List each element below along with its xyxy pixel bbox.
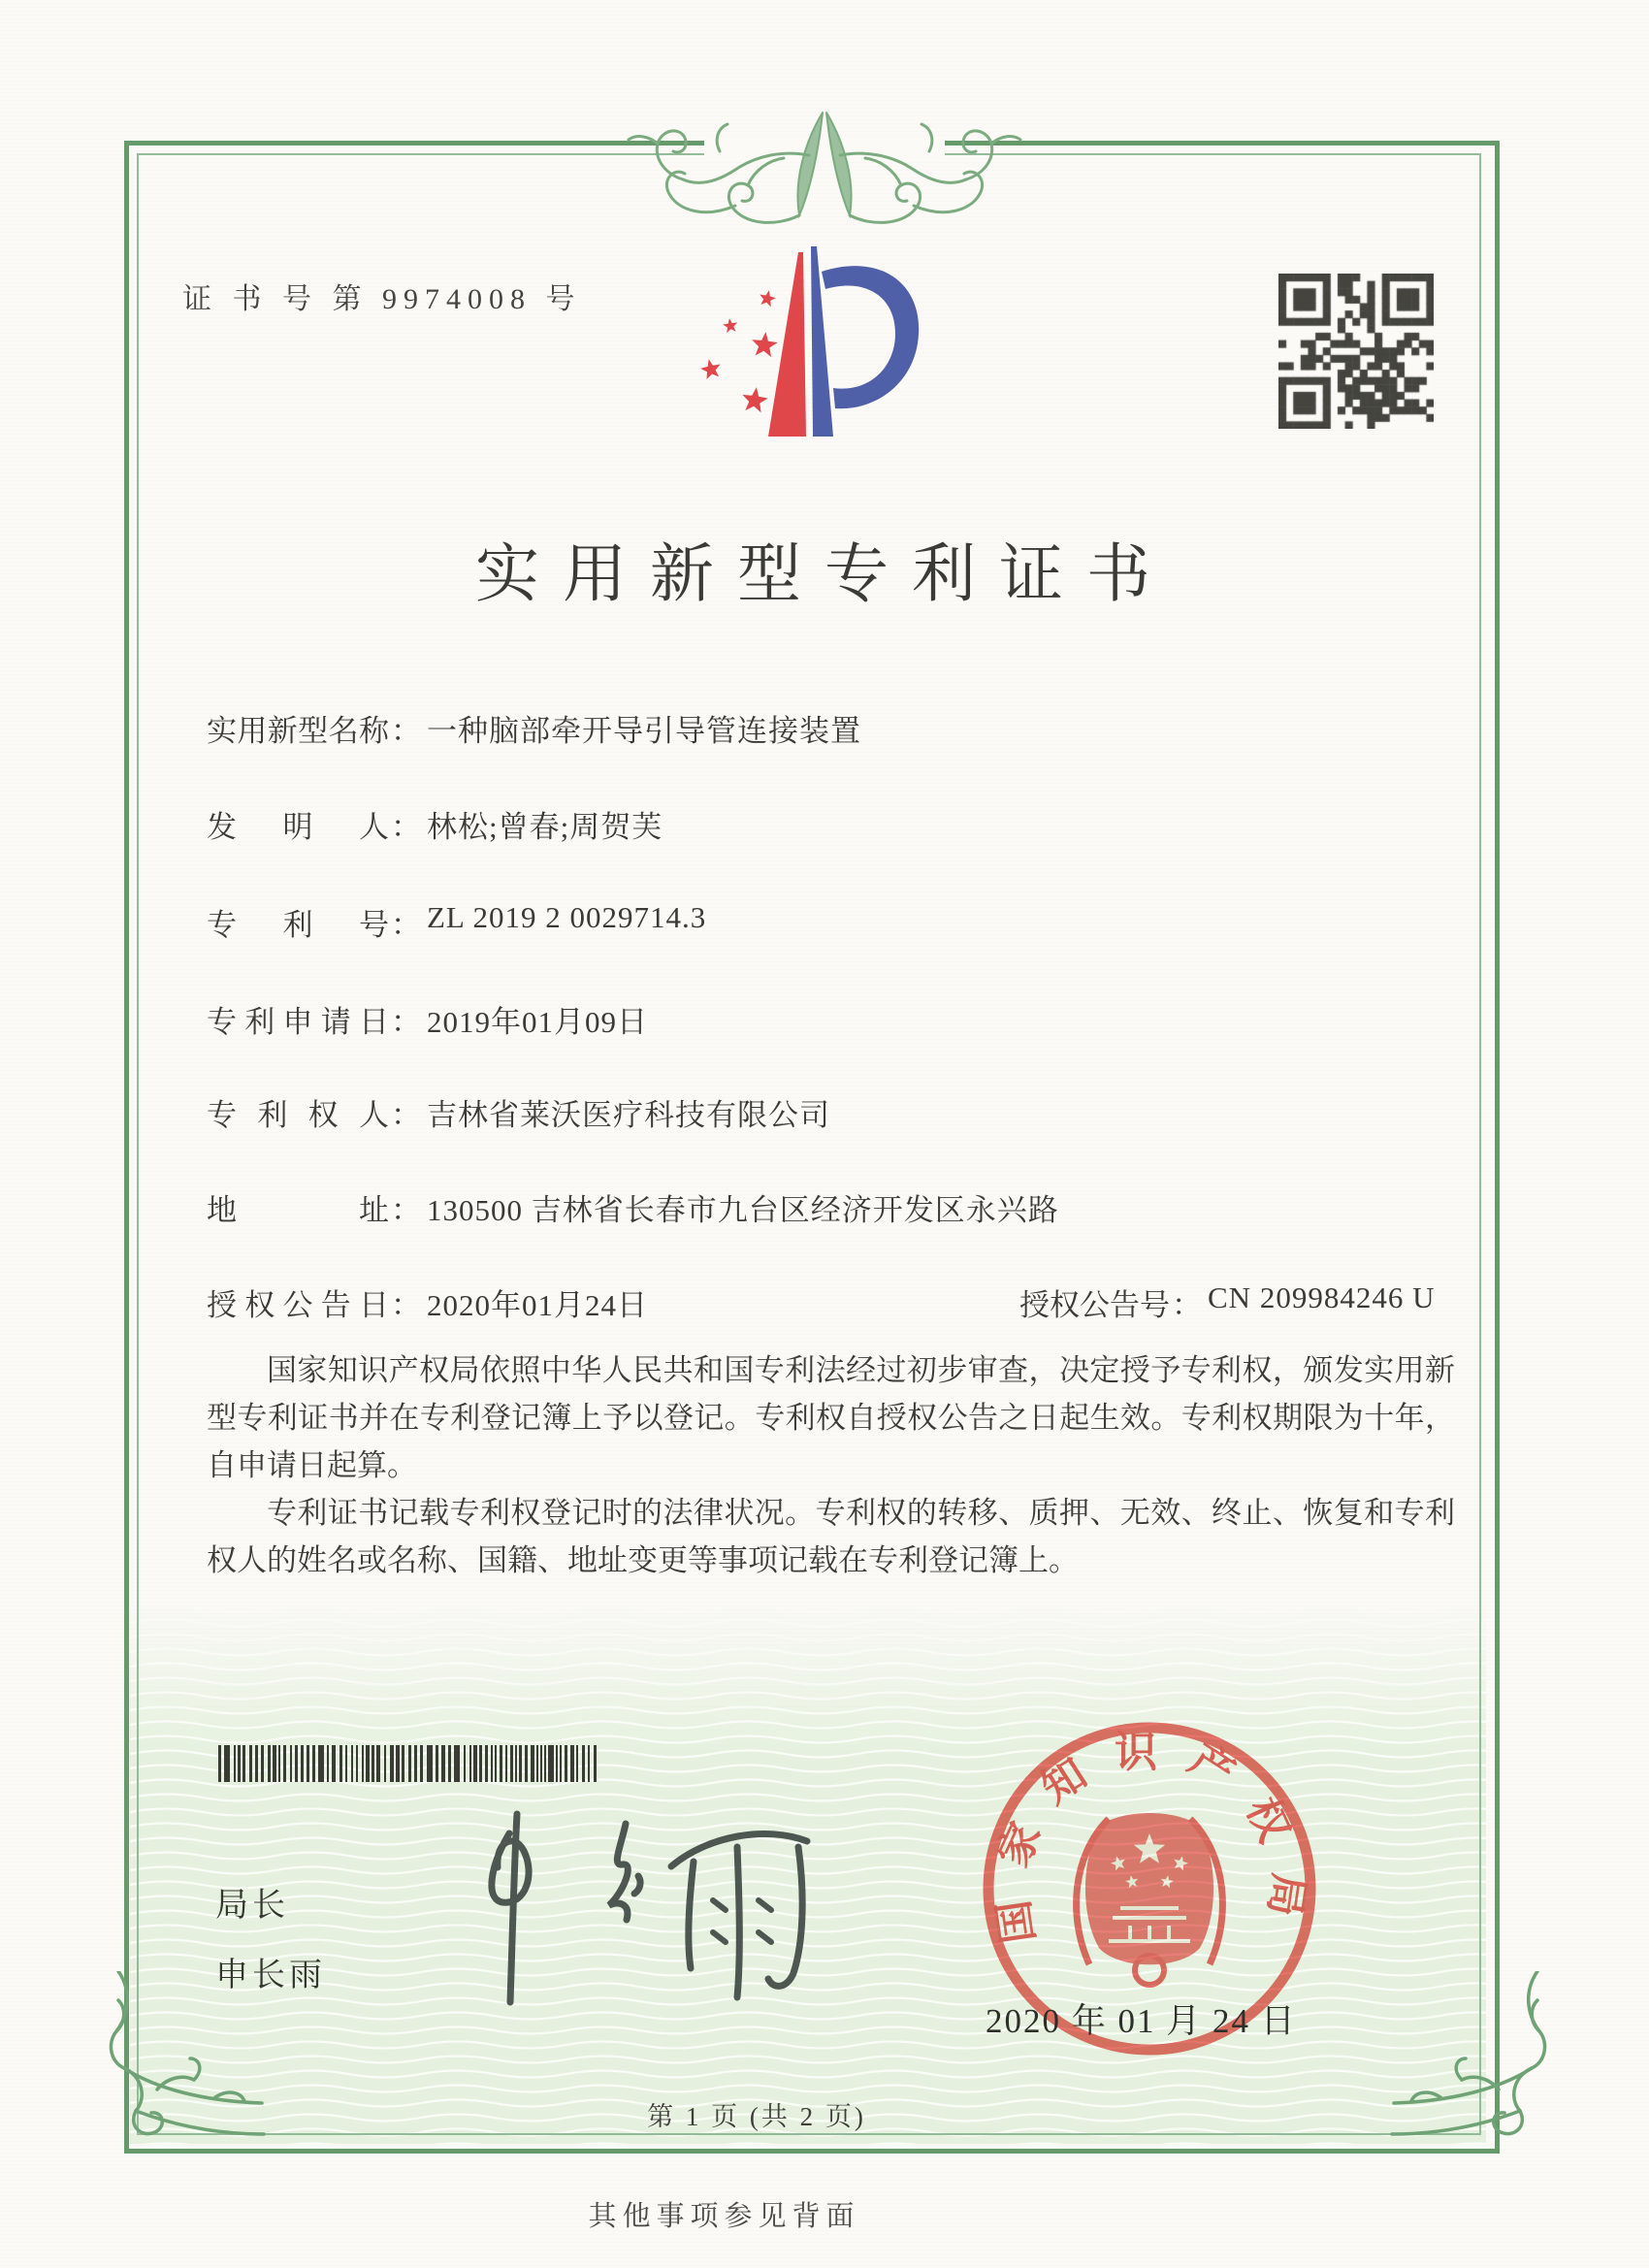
seal-date: 2020 年 01 月 24 日: [986, 2002, 1297, 2040]
commissioner-name: 申长雨: [215, 1958, 326, 1993]
certificate-title: 实用新型专利证书: [475, 539, 1174, 610]
cnipa-logo-icon: [679, 243, 941, 451]
signature-icon: [417, 1806, 824, 2015]
field-row-patentee: 专 利 权 人 ： 吉林省莱沃医疗科技有限公司: [207, 1090, 830, 1134]
page-indicator: 第 1 页 (共 2 页): [647, 2102, 866, 2131]
field-label: 专 利 号: [207, 908, 389, 942]
back-side-note: 其他事项参见背面: [588, 2201, 860, 2232]
field-row-address: 地 址 ： 130500 吉林省长春市九台区经济开发区永兴路: [207, 1185, 1059, 1229]
field-label: 专 利 权 人: [207, 1098, 389, 1132]
qr-code: [1278, 274, 1434, 429]
certificate-number: 证 书 号 第 9974008 号: [182, 283, 582, 315]
field-label: 授权公告号: [1019, 1288, 1170, 1322]
field-row-name: 实 用 新 型 名 称 ： 一种脑部牵开导引导管连接装置: [207, 706, 861, 750]
logo-stars: [700, 290, 778, 412]
field-value: 130500 吉林省长春市九台区经济开发区永兴路: [427, 1193, 1059, 1227]
field-row-inventors: 发 明 人 ： 林松;曾春;周贺芙: [207, 802, 663, 846]
legal-text: [207, 1346, 1455, 1584]
field-label: 授 权 公 告 日: [207, 1288, 389, 1322]
field-label: 地 址: [207, 1193, 389, 1227]
legal-paragraph-1: 国家知识产权局依照中华人民共和国专利法经过初步审查，决定授予专利权，颁发实用新型专利证书并在专利登记簿上予以登记。专利权自授权公告之日起生效。专利权期限为十年，自申请日起算。: [207, 1353, 1455, 1482]
legal-paragraph-2: 专利证书记载专利权登记时的法律状况。专利权的转移、质押、无效、终止、恢复和专利权人的姓名或名称、国籍、地址变更等事项记载在专利登记簿上。: [207, 1496, 1455, 1577]
national-emblem: [1077, 1813, 1223, 1985]
field-value: ZL 2019 2 0029714.3: [427, 900, 707, 934]
field-label: 发 明 人: [207, 810, 389, 844]
field-row-patent-no: 专 利 号 ： ZL 2019 2 0029714.3: [207, 900, 707, 942]
field-value: CN 209984246 U: [1208, 1280, 1436, 1314]
field-value: 2020年01月24日: [427, 1288, 648, 1322]
field-value: 2019年01月09日: [427, 1005, 648, 1039]
field-label: 实 用 新 型 名 称: [207, 714, 389, 748]
field-row-grant: 授 权 公 告 日 ： 2020年01月24日 授权公告号 ： CN 209984246 U: [207, 1280, 1436, 1322]
commissioner-title: 局长: [215, 1888, 289, 1924]
grant-number-group: 授权公告号 ： CN 209984246 U: [1019, 1280, 1436, 1322]
field-value: 林松;曾春;周贺芙: [427, 810, 663, 844]
seal-ring-text: 国家知识产权局: [986, 1729, 1313, 1947]
bottom-right-flourish: [1389, 1971, 1559, 2148]
top-flourish-ornament: [590, 95, 1059, 241]
field-row-filing-date: 专 利 申 请 日 ： 2019年01月09日: [207, 997, 648, 1041]
barcode: [218, 1745, 602, 1782]
field-value: 吉林省莱沃医疗科技有限公司: [427, 1098, 830, 1132]
field-value: 一种脑部牵开导引导管连接装置: [427, 714, 861, 748]
field-label: 专 利 申 请 日: [207, 1005, 389, 1039]
